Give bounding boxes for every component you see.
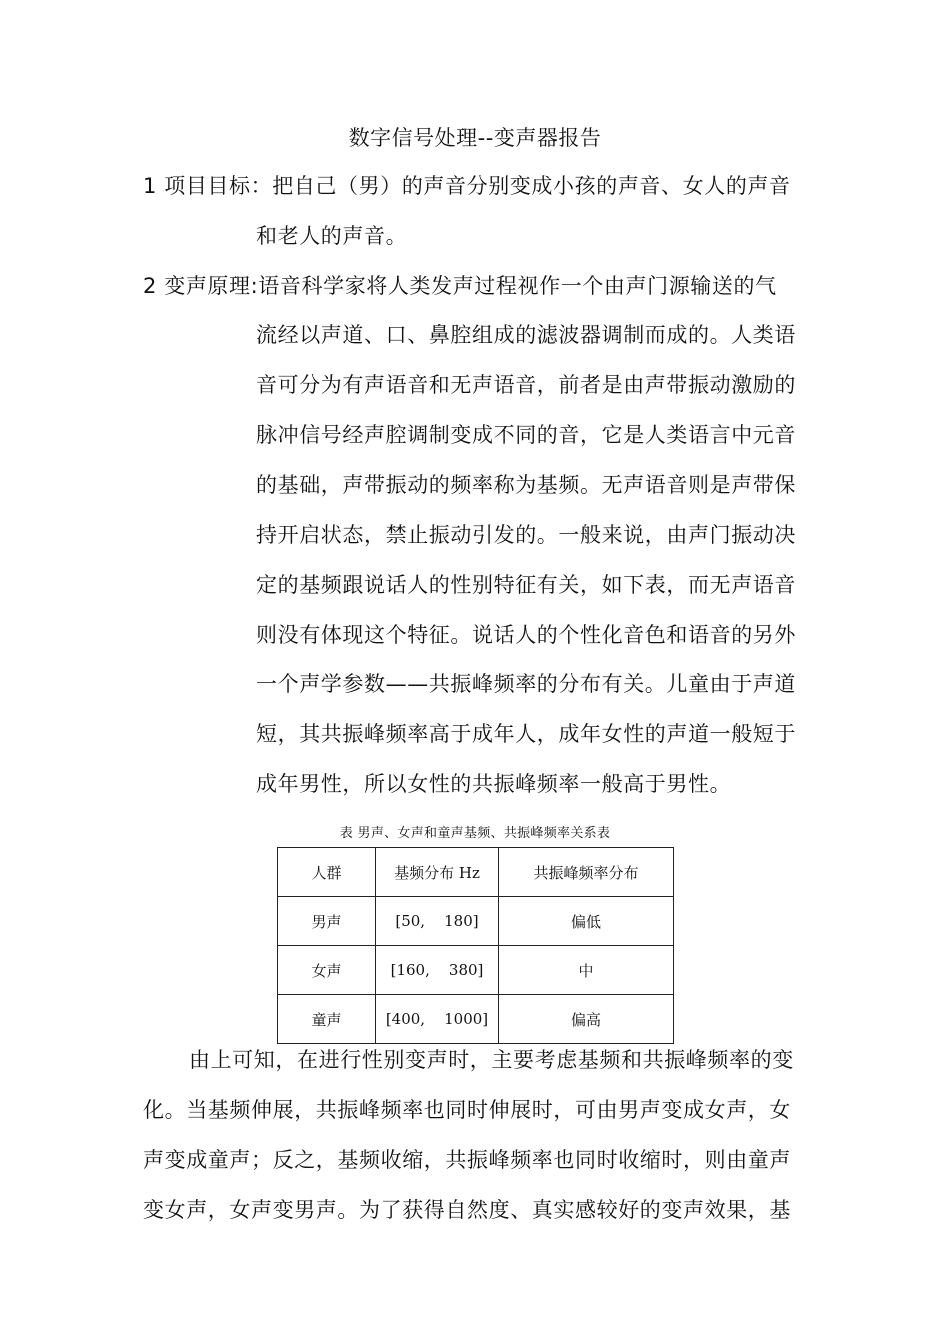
text-line: 持开启状态，禁止振动引发的。一般来说，由声门振动决 <box>256 523 796 547</box>
document-title: 数字信号处理--变声器报告 <box>348 126 602 150</box>
table-header-row <box>278 848 674 897</box>
text-line: 和老人的声音。 <box>256 224 408 248</box>
text-line: 变女声，女声变男声。为了获得自然度、真实感较好的变声效果，基 <box>143 1198 791 1222</box>
table-cell: 偏低 <box>499 897 674 946</box>
text-line: 化。当基频伸展，共振峰频率也同时伸展时，可由男声变成女声，女 <box>143 1098 791 1122</box>
table-cell: 偏高 <box>499 995 674 1044</box>
text-line: 流经以声道、口、鼻腔组成的滤波器调制而成的。人类语 <box>256 323 796 347</box>
table-row <box>278 897 674 946</box>
text-line: 由上可知，在进行性别变声时，主要考虑基频和共振峰频率的变 <box>189 1048 794 1072</box>
text-line: 一个声学参数——共振峰频率的分布有关。儿童由于声道 <box>256 672 796 696</box>
text-line: 2 变声原理:语音科学家将人类发声过程视作一个由声门源输送的气 <box>143 274 777 298</box>
text-line: 声变成童声；反之，基频收缩，共振峰频率也同时收缩时，则由童声 <box>143 1148 791 1172</box>
text-line: 音可分为有声语音和无声语音，前者是由声带振动激励的 <box>256 373 796 397</box>
text-line: 脉冲信号经声腔调制变成不同的音，它是人类语言中元音 <box>256 423 796 447</box>
table-cell: [160, 380] <box>376 946 499 995</box>
text-line: 成年男性，所以女性的共振峰频率一般高于男性。 <box>256 772 732 796</box>
table-cell: 童声 <box>278 995 376 1044</box>
table-row <box>278 995 674 1044</box>
table-cell: 女声 <box>278 946 376 995</box>
table-row <box>278 946 674 995</box>
table-header-cell: 人群 <box>278 848 376 897</box>
table-cell: 男声 <box>278 897 376 946</box>
table-cell: 中 <box>499 946 674 995</box>
table-caption: 表 男声、女声和童声基频、共振峰频率关系表 <box>339 826 611 841</box>
text-line: 定的基频跟说话人的性别特征有关，如下表，而无声语音 <box>256 573 796 597</box>
text-line: 短，其共振峰频率高于成年人，成年女性的声道一般短于 <box>256 722 796 746</box>
table-header-cell: 共振峰频率分布 <box>499 848 674 897</box>
text-line: 1 项目目标：把自己（男）的声音分别变成小孩的声音、女人的声音 <box>143 174 791 198</box>
text-line: 则没有体现这个特征。说话人的个性化音色和语音的另外 <box>256 623 796 647</box>
text-line: 的基础，声带振动的频率称为基频。无声语音则是声带保 <box>256 473 796 497</box>
table-cell: [50, 180] <box>376 897 499 946</box>
table-header-cell: 基频分布 Hz <box>376 848 499 897</box>
frequency-table <box>277 847 674 1044</box>
table-cell: [400, 1000] <box>376 995 499 1044</box>
